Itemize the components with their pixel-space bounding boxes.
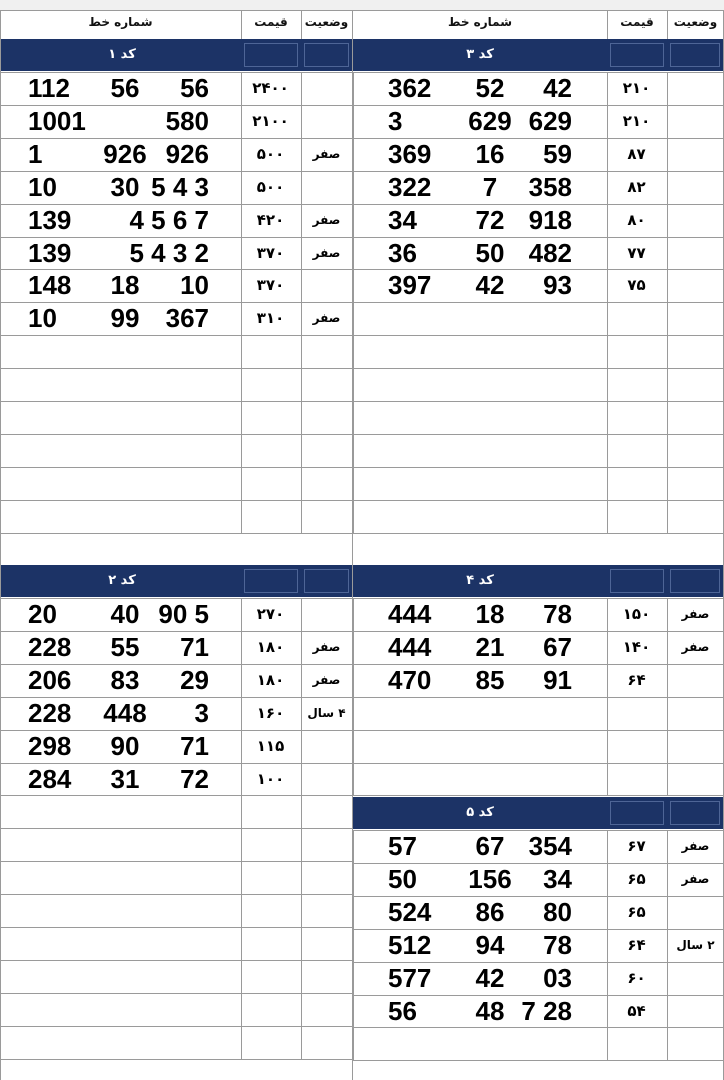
line-number-part: 36 bbox=[388, 237, 417, 268]
line-number-part: 67 bbox=[475, 831, 505, 861]
line-number-part: 67 bbox=[543, 631, 572, 662]
price-cell: ۲۱۰۰ bbox=[252, 111, 289, 130]
grid-line bbox=[353, 730, 724, 731]
line-number-part: 90 5 bbox=[158, 599, 209, 629]
line-number-part: 512 bbox=[388, 929, 432, 960]
price-cell: ۷۵ bbox=[627, 276, 646, 295]
line-number-part: 470 bbox=[388, 664, 432, 695]
grid-line bbox=[301, 10, 302, 39]
price-cell: ۸۰ bbox=[627, 210, 646, 229]
line-number-part: 524 bbox=[388, 896, 432, 927]
line-number-part: 148 bbox=[28, 270, 72, 301]
line-number-part: 926 bbox=[103, 138, 147, 169]
status-cell: صفر bbox=[681, 871, 710, 886]
line-number-part: 228 bbox=[28, 631, 72, 662]
line-number-part: 362 bbox=[388, 73, 432, 103]
line-number-part: 72 bbox=[475, 204, 505, 235]
section-1-title: کد ۳ bbox=[466, 47, 494, 62]
column-header-status: وضعیت bbox=[673, 15, 718, 29]
line-number-part: 50 bbox=[388, 863, 417, 894]
line-number-part: 5 4 3 2 bbox=[129, 237, 209, 268]
line-number-part: 284 bbox=[28, 763, 72, 794]
grid-line bbox=[353, 467, 724, 468]
section-0-title: کد ۱ bbox=[108, 47, 136, 62]
grid-line bbox=[667, 10, 668, 39]
grid-line bbox=[0, 1026, 352, 1027]
line-number-part: 78 bbox=[543, 599, 572, 629]
grid-line bbox=[353, 302, 724, 303]
status-cell: صفر bbox=[312, 212, 341, 227]
line-number-part: 3 bbox=[388, 105, 403, 136]
grid-line bbox=[0, 927, 352, 928]
price-cell: ۶۴ bbox=[627, 935, 646, 954]
grid-line bbox=[353, 434, 724, 435]
line-number-part: 50 bbox=[475, 237, 505, 268]
grid-line bbox=[0, 500, 352, 501]
band-header-cell bbox=[610, 569, 664, 593]
price-cell: ۱۶۰ bbox=[256, 703, 285, 722]
status-cell: صفر bbox=[681, 639, 710, 654]
line-number-part: 926 bbox=[165, 138, 209, 169]
line-number-part: 580 bbox=[165, 105, 209, 136]
grid-line bbox=[0, 795, 352, 796]
price-cell: ۸۲ bbox=[627, 177, 646, 196]
grid-line bbox=[0, 894, 352, 895]
section-3-title: کد ۴ bbox=[466, 573, 494, 588]
status-cell: صفر bbox=[312, 146, 341, 161]
line-number-part: 16 bbox=[475, 138, 505, 169]
line-number-part: 206 bbox=[28, 664, 72, 695]
line-number-part: 55 bbox=[110, 631, 140, 662]
price-cell: ۱۴۰ bbox=[622, 637, 651, 656]
price-cell: ۲۴۰۰ bbox=[252, 79, 289, 97]
line-number-part: 298 bbox=[28, 730, 72, 761]
line-number-part: 448 bbox=[103, 697, 147, 728]
status-cell: صفر bbox=[312, 311, 341, 326]
grid-line bbox=[353, 795, 724, 796]
grid-line bbox=[0, 467, 352, 468]
status-cell: صفر bbox=[681, 839, 710, 853]
band-header-cell bbox=[610, 43, 664, 67]
price-cell: ۵۰۰ bbox=[256, 144, 285, 163]
line-number-part: 629 bbox=[468, 105, 512, 136]
column-header-line-number: شماره خط bbox=[88, 15, 153, 29]
line-number-part: 83 bbox=[110, 664, 140, 695]
price-cell: ۵۴ bbox=[627, 1001, 646, 1020]
status-cell: ۴ سال bbox=[307, 705, 346, 720]
band-header-cell bbox=[670, 801, 720, 825]
line-number-part: 10 bbox=[28, 171, 57, 202]
line-number-part: 71 bbox=[180, 730, 209, 761]
band-header-cell bbox=[304, 43, 349, 67]
band-header-cell bbox=[670, 43, 720, 67]
grid-line bbox=[0, 401, 352, 402]
price-cell: ۷۷ bbox=[627, 243, 646, 262]
line-number-part: 30 bbox=[110, 171, 140, 202]
line-number-part: 358 bbox=[528, 171, 572, 202]
line-number-part: 577 bbox=[388, 962, 432, 993]
line-number-part: 91 bbox=[543, 664, 572, 695]
line-number-part: 99 bbox=[110, 303, 140, 334]
status-cell: ۲ سال bbox=[676, 937, 715, 952]
price-cell: ۱۵۰ bbox=[622, 605, 651, 623]
line-number-part: 228 bbox=[28, 697, 72, 728]
status-cell: صفر bbox=[312, 639, 341, 654]
line-number-part: 7 bbox=[482, 171, 498, 202]
price-cell: ۶۷ bbox=[627, 837, 646, 855]
band-header-cell bbox=[610, 801, 664, 825]
grid-line bbox=[353, 500, 724, 501]
line-number-part: 40 bbox=[110, 599, 140, 629]
line-number-part: 18 bbox=[475, 599, 505, 629]
grid-line bbox=[353, 1060, 724, 1061]
line-number-part: 42 bbox=[475, 962, 505, 993]
grid-line bbox=[353, 1027, 724, 1028]
line-number-part: 20 bbox=[28, 599, 57, 629]
grid-line bbox=[353, 830, 354, 1060]
price-cell: ۲۱۰ bbox=[622, 111, 651, 130]
grid-line bbox=[0, 368, 352, 369]
line-number-part: 42 bbox=[543, 73, 572, 103]
line-number-part: 3 bbox=[194, 697, 209, 728]
grid-line bbox=[353, 335, 724, 336]
line-number-part: 29 bbox=[180, 664, 209, 695]
band-header-cell bbox=[244, 43, 298, 67]
price-cell: ۳۷۰ bbox=[256, 243, 285, 262]
line-number-part: 18 bbox=[110, 270, 140, 301]
grid-line bbox=[353, 72, 354, 533]
grid-line bbox=[353, 401, 724, 402]
line-number-part: 42 bbox=[475, 270, 505, 301]
line-number-part: 71 bbox=[180, 631, 209, 662]
section-4-title: کد ۵ bbox=[466, 805, 494, 820]
sheet-left-edge bbox=[0, 10, 1, 1080]
price-cell: ۶۴ bbox=[627, 670, 646, 689]
price-cell: ۲۱۰ bbox=[622, 79, 651, 97]
price-cell: ۱۸۰ bbox=[256, 637, 285, 656]
line-number-part: 367 bbox=[165, 303, 209, 334]
line-number-part: 369 bbox=[388, 138, 432, 169]
price-cell: ۳۱۰ bbox=[256, 309, 285, 328]
line-number-part: 629 bbox=[528, 105, 572, 136]
band-header-cell bbox=[304, 569, 349, 593]
grid-line bbox=[353, 368, 724, 369]
line-number-part: 93 bbox=[543, 270, 572, 301]
line-number-part: 5 4 3 bbox=[151, 171, 209, 202]
price-cell: ۳۷۰ bbox=[256, 276, 285, 295]
line-number-part: 322 bbox=[388, 171, 432, 202]
line-number-part: 56 bbox=[110, 73, 140, 103]
grid-line bbox=[667, 72, 668, 533]
price-cell: ۶۵ bbox=[627, 869, 646, 888]
grid-line bbox=[0, 10, 724, 11]
band-header-cell bbox=[244, 569, 298, 593]
line-number-part: 7 28 bbox=[521, 995, 572, 1026]
line-number-part: 918 bbox=[528, 204, 572, 235]
price-cell: ۱۸۰ bbox=[256, 670, 285, 689]
grid-line bbox=[0, 861, 352, 862]
line-number-part: 397 bbox=[388, 270, 432, 301]
grid-line bbox=[353, 697, 724, 698]
column-header-status: وضعیت bbox=[304, 15, 349, 29]
line-number-part: 482 bbox=[528, 237, 572, 268]
grid-line bbox=[0, 335, 352, 336]
line-number-part: 444 bbox=[388, 599, 432, 629]
sheet-middle-edge bbox=[352, 10, 353, 1080]
column-header-price: قیمت bbox=[620, 15, 654, 29]
line-number-part: 56 bbox=[180, 73, 209, 103]
column-header-price: قیمت bbox=[254, 15, 288, 29]
line-number-part: 52 bbox=[475, 73, 505, 103]
grid-line bbox=[353, 598, 354, 795]
status-cell: صفر bbox=[681, 607, 710, 621]
line-number-part: 21 bbox=[475, 631, 505, 662]
status-cell: صفر bbox=[312, 245, 341, 260]
line-number-part: 1 bbox=[28, 138, 43, 169]
grid-line bbox=[353, 763, 724, 764]
line-number-part: 80 bbox=[543, 896, 572, 927]
price-cell: ۴۲۰ bbox=[256, 210, 285, 229]
price-cell: ۶۰ bbox=[627, 968, 646, 987]
grid-line bbox=[0, 960, 352, 961]
price-cell: ۸۷ bbox=[627, 144, 646, 163]
line-number-part: 59 bbox=[543, 138, 572, 169]
price-cell: ۱۰۰ bbox=[256, 769, 285, 788]
line-number-part: 34 bbox=[388, 204, 417, 235]
line-number-part: 48 bbox=[475, 995, 505, 1026]
line-number-part: 85 bbox=[475, 664, 505, 695]
line-number-part: 03 bbox=[543, 962, 572, 993]
column-header-line-number: شماره خط bbox=[447, 15, 513, 29]
status-cell: صفر bbox=[312, 672, 341, 687]
grid-line bbox=[0, 828, 352, 829]
line-number-part: 139 bbox=[28, 237, 72, 268]
line-number-part: 78 bbox=[543, 929, 572, 960]
grid-line bbox=[0, 1059, 352, 1060]
price-cell: ۵۰۰ bbox=[256, 177, 285, 196]
line-number-part: 56 bbox=[388, 995, 417, 1026]
line-number-part: 90 bbox=[110, 730, 140, 761]
line-number-part: 156 bbox=[468, 863, 512, 894]
price-cell: ۱۱۵ bbox=[256, 736, 285, 755]
line-number-part: 139 bbox=[28, 204, 72, 235]
line-number-part: 31 bbox=[110, 763, 140, 794]
grid-line bbox=[0, 993, 352, 994]
grid-line bbox=[241, 10, 242, 39]
line-number-part: 354 bbox=[528, 831, 572, 861]
grid-line bbox=[0, 434, 352, 435]
grid-line bbox=[0, 533, 352, 534]
grid-line bbox=[353, 533, 724, 534]
line-number-part: 444 bbox=[388, 631, 432, 662]
line-number-part: 57 bbox=[388, 831, 417, 861]
band-header-cell bbox=[670, 569, 720, 593]
line-number-part: 4 5 6 7 bbox=[129, 204, 209, 235]
grid-line bbox=[607, 10, 608, 39]
price-cell: ۲۷۰ bbox=[256, 605, 285, 623]
line-number-part: 10 bbox=[28, 303, 57, 334]
line-number-part: 86 bbox=[475, 896, 505, 927]
line-number-part: 94 bbox=[475, 929, 505, 960]
line-number-part: 10 bbox=[180, 270, 209, 301]
line-number-part: 72 bbox=[180, 763, 209, 794]
price-cell: ۶۵ bbox=[627, 902, 646, 921]
line-number-part: 34 bbox=[543, 863, 572, 894]
line-number-part: 112 bbox=[28, 73, 70, 103]
section-2-title: کد ۲ bbox=[108, 573, 136, 588]
line-number-part: 1001 bbox=[28, 105, 86, 136]
